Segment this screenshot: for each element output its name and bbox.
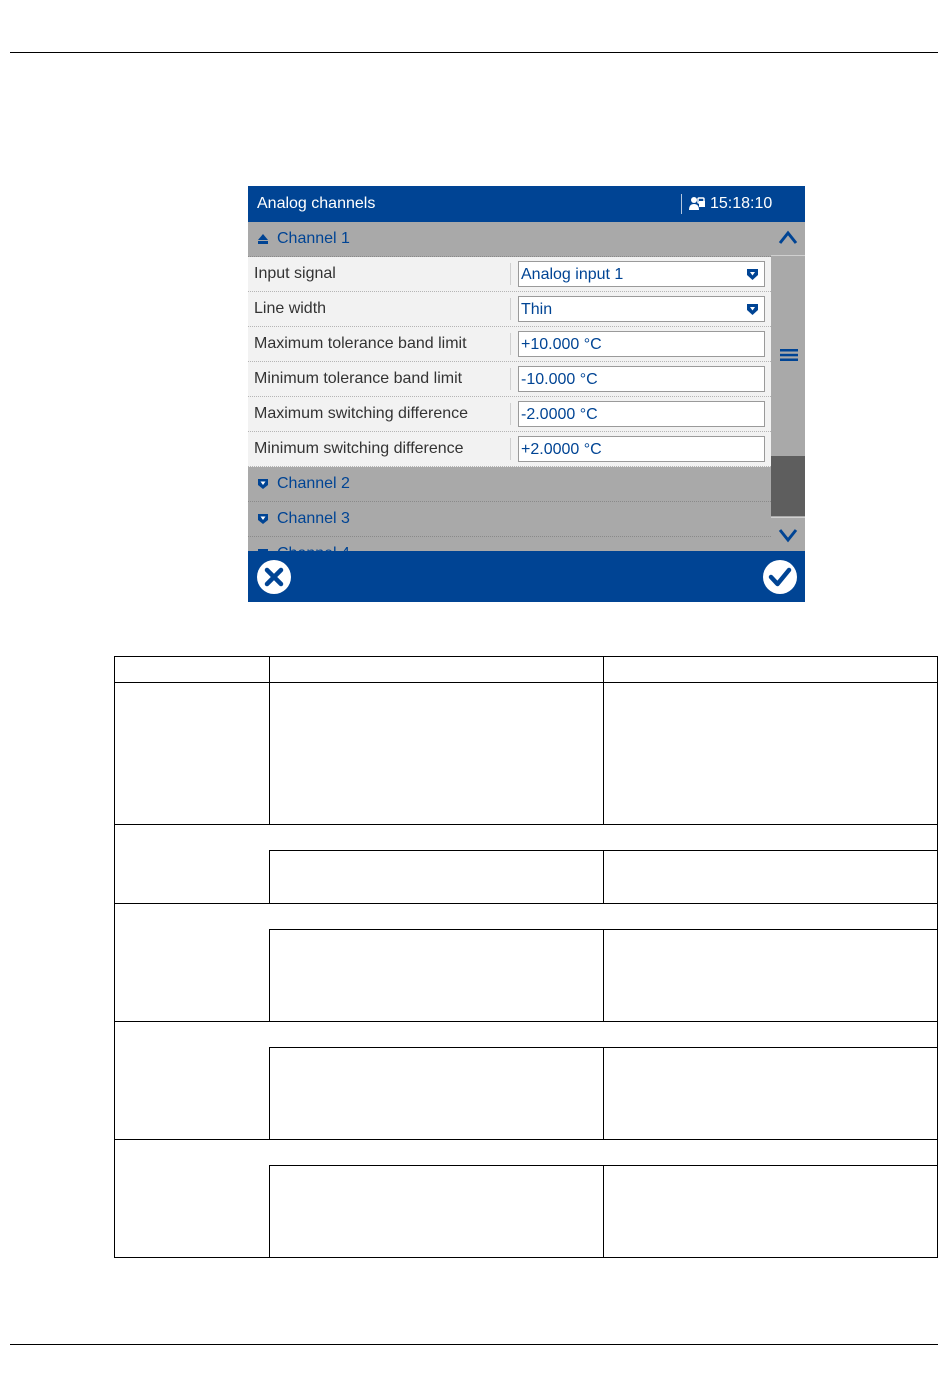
table-row-line xyxy=(114,682,938,683)
input-value: -2.0000 °C xyxy=(521,406,598,423)
group-header-channel-2[interactable] xyxy=(248,467,771,502)
min-tolerance-input[interactable] xyxy=(518,366,765,392)
footer-rule xyxy=(10,1344,938,1345)
row-label: Maximum tolerance band limit xyxy=(254,335,467,352)
table-col-line xyxy=(603,1165,604,1258)
group-header-channel-1[interactable] xyxy=(248,222,771,257)
table-border xyxy=(114,656,938,657)
user-key-icon xyxy=(688,195,706,213)
table-row-line xyxy=(114,824,938,825)
scrollbar[interactable] xyxy=(771,222,805,551)
line-width-select[interactable] xyxy=(518,296,765,322)
row-label: Line width xyxy=(254,300,327,317)
shield-down-icon xyxy=(257,478,269,490)
table-border xyxy=(114,1257,938,1258)
max-switching-input[interactable] xyxy=(518,401,765,427)
settings-row xyxy=(248,327,771,362)
title-bar xyxy=(248,186,805,222)
row-label: Minimum switching difference xyxy=(254,440,464,457)
settings-row xyxy=(248,292,771,327)
row-divider xyxy=(510,368,511,390)
table-border xyxy=(937,656,938,1258)
input-signal-select[interactable] xyxy=(518,261,765,287)
clock: 15:18:10 xyxy=(710,195,773,212)
table-border xyxy=(114,656,115,1258)
table-col-line xyxy=(603,929,604,1022)
min-switching-input[interactable] xyxy=(518,436,765,462)
table-col-line xyxy=(269,850,270,904)
footer-bar xyxy=(248,551,805,602)
group-label: Channel 1 xyxy=(277,230,350,247)
chevron-up-icon xyxy=(771,222,805,255)
select-value: Thin xyxy=(521,301,553,318)
triangle-up-icon xyxy=(257,233,269,245)
header-rule xyxy=(10,52,938,53)
settings-row xyxy=(248,257,771,292)
settings-row xyxy=(248,397,771,432)
shield-down-icon xyxy=(257,513,269,525)
select-value: Analog input 1 xyxy=(521,266,624,283)
row-label: Minimum tolerance band limit xyxy=(254,370,463,387)
input-value: -10.000 °C xyxy=(521,371,598,388)
row-divider xyxy=(510,298,511,320)
table-row-line xyxy=(114,1021,938,1022)
table-row-line xyxy=(114,1139,938,1140)
device-screen xyxy=(248,186,805,602)
row-divider xyxy=(510,403,511,425)
close-circle-icon[interactable] xyxy=(256,559,292,595)
row-divider xyxy=(510,263,511,285)
menu-icon[interactable] xyxy=(780,348,798,362)
settings-row xyxy=(248,362,771,397)
scroll-up-button[interactable] xyxy=(771,222,805,256)
group-header-channel-3[interactable] xyxy=(248,502,771,537)
table-col-line xyxy=(269,656,270,825)
table-col-line xyxy=(603,1047,604,1140)
chevron-down-icon xyxy=(771,518,805,552)
shield-down-icon xyxy=(747,269,758,280)
max-tolerance-input[interactable] xyxy=(518,331,765,357)
row-label: Maximum switching difference xyxy=(254,405,469,422)
table-col-line xyxy=(603,850,604,904)
table-col-line xyxy=(603,656,604,825)
screen-title: Analog channels xyxy=(257,195,376,212)
scroll-thumb[interactable] xyxy=(771,456,805,516)
group-label: Channel 3 xyxy=(277,510,350,527)
table-row-line xyxy=(114,903,938,904)
row-divider xyxy=(510,438,511,460)
input-value: +2.0000 °C xyxy=(521,441,602,458)
shield-down-icon xyxy=(747,304,758,315)
row-divider xyxy=(510,333,511,355)
settings-list xyxy=(248,222,771,551)
check-circle-icon[interactable] xyxy=(762,559,798,595)
row-label: Input signal xyxy=(254,265,336,282)
table-col-line xyxy=(269,1047,270,1140)
title-separator xyxy=(681,194,682,214)
group-label: Channel 2 xyxy=(277,475,350,492)
table-col-line xyxy=(269,929,270,1022)
table-col-line xyxy=(269,1165,270,1258)
settings-row xyxy=(248,432,771,467)
input-value: +10.000 °C xyxy=(521,336,602,353)
scroll-down-button[interactable] xyxy=(771,517,805,552)
